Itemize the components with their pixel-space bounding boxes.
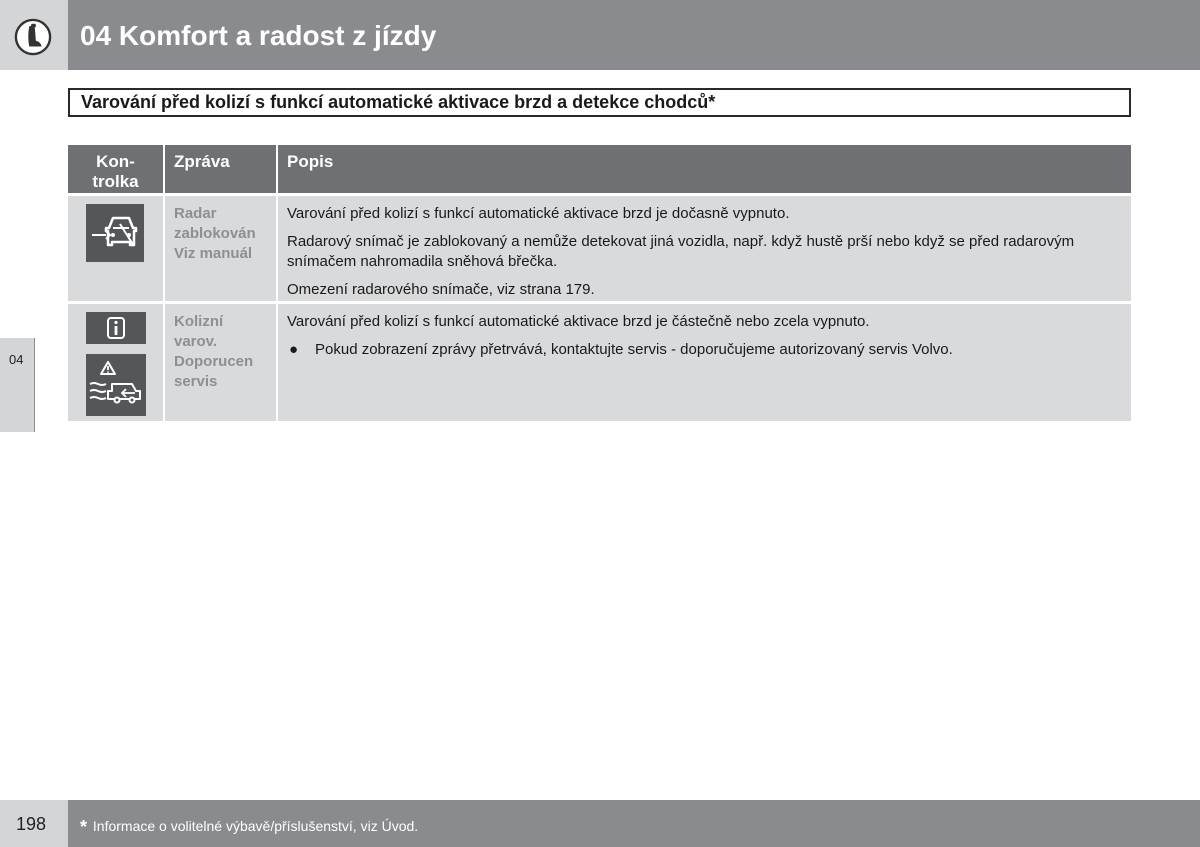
warning-table (68, 145, 1131, 424)
chapter-tab-label: 04 (9, 352, 24, 367)
seat-icon (14, 18, 52, 56)
description-text: Omezení radarového snímače, viz strana 179. (287, 281, 595, 298)
description-text: Radarový snímač je zablokovaný a nemůže detekovat jiná vozidla, např. když hustě prší nebo když se před radarovým snímačem nahromadila sněhová břečka. (287, 233, 1075, 270)
footnote-star: * (80, 817, 88, 837)
description-text: Varování před kolizí s funkcí automatické aktivace brzd je dočasně vypnuto. (287, 205, 790, 222)
bullet-item (287, 340, 1122, 360)
description-cell (278, 304, 1131, 421)
message-line: Radar (174, 205, 217, 222)
footer-page-box (0, 800, 68, 847)
bullet-dot: ● (289, 341, 299, 358)
message-line: Kolizní (174, 313, 224, 330)
message-line: zablokován (174, 225, 256, 242)
message-cell (165, 196, 278, 301)
description-text: Varování před kolizí s funkcí automatické aktivace brzd je částečně nebo zcela vypnuto. (287, 313, 870, 330)
message-line: servis (174, 373, 218, 390)
collision-warning-icon (86, 354, 146, 416)
message-cell (165, 304, 278, 421)
indicator-cell (68, 304, 165, 421)
info-icon (86, 312, 146, 344)
column-header-message: Zpráva (165, 145, 278, 193)
bullet-text: Pokud zobrazení zprávy přetrvává, kontaktujte servis - doporučujeme autorizovaný servis Volvo. (315, 341, 953, 358)
header-bar (68, 0, 1200, 70)
chapter-tab (0, 338, 35, 432)
footnote-text: Informace o volitelné výbavě/příslušenství, viz Úvod. (92, 818, 419, 834)
column-header-description: Popis (287, 152, 334, 171)
message-line: Doporucen (174, 353, 254, 370)
page-title: 04 Komfort a radost z jízdy (80, 20, 437, 51)
message-line: varov. (174, 333, 218, 350)
message-line: Viz manuál (174, 245, 253, 262)
radar-blocked-icon (86, 204, 144, 262)
page-number: 198 (16, 814, 47, 834)
table-row (68, 304, 1131, 424)
footnote (80, 817, 418, 838)
indicator-cell (68, 196, 165, 301)
header-icon-box (0, 0, 68, 70)
footer-bar (68, 800, 1200, 847)
section-title: Varování před kolizí s funkcí automatické aktivace brzd a detekce chodců* (68, 88, 1131, 117)
description-cell (278, 196, 1131, 301)
column-header-indicator: Kon- trolka (68, 145, 165, 193)
table-header-row (68, 145, 1131, 196)
table-row (68, 196, 1131, 304)
